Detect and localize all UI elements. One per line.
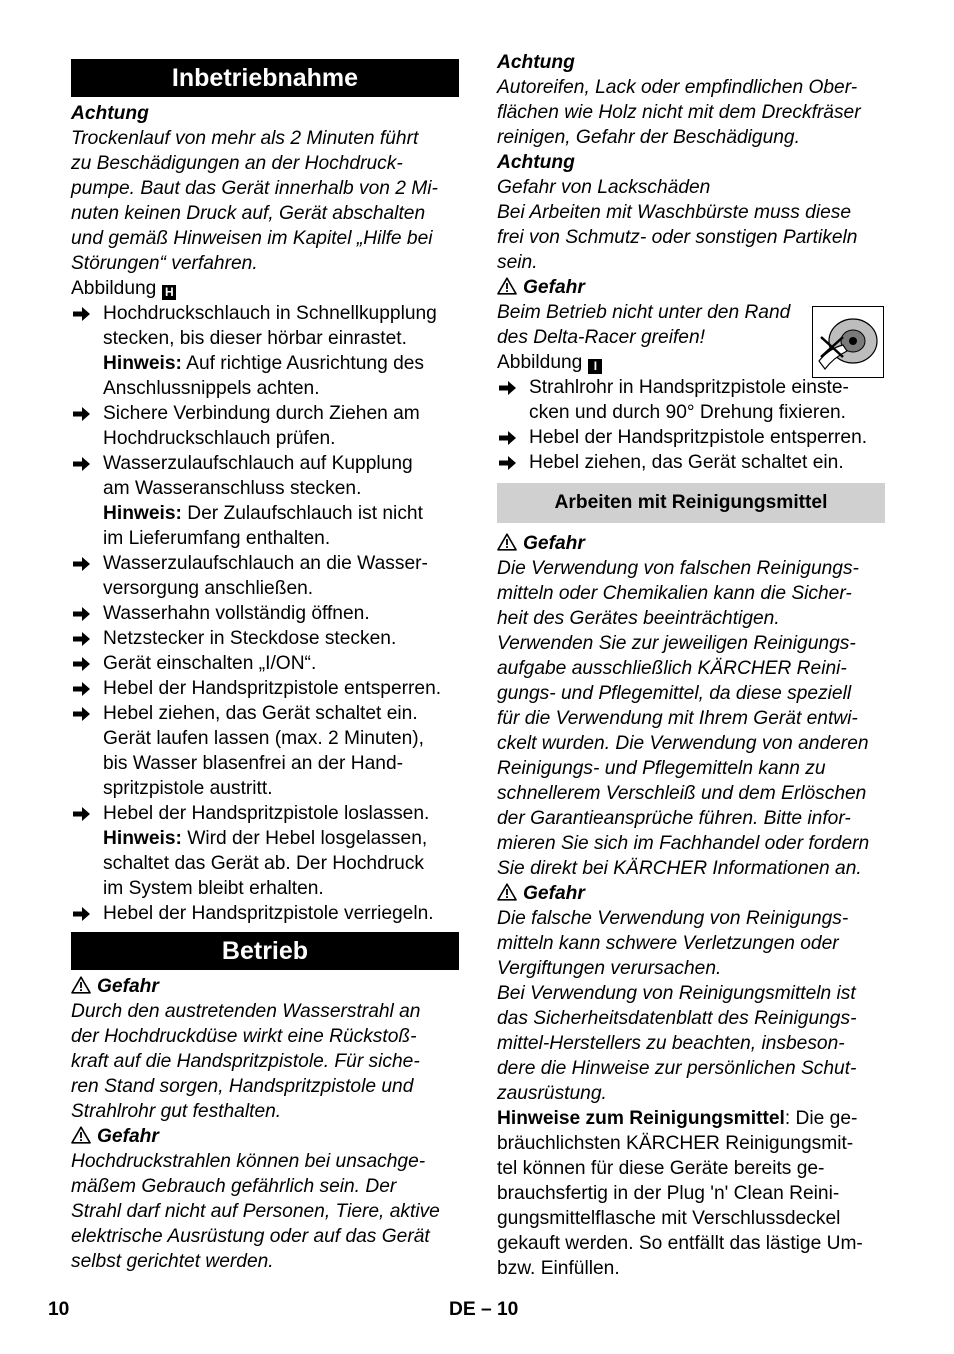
step-item	[71, 651, 459, 676]
step-text: stecken, bis dieser hörbar einrastet.	[103, 328, 407, 349]
arrow-right-icon	[73, 406, 91, 422]
step-text: Gerät laufen lassen (max. 2 Minuten),	[103, 728, 425, 749]
hinweise-text-line: gungsmittelflasche mit Verschlussdeckel	[497, 1208, 841, 1229]
achtung-text-line: Bei Arbeiten mit Waschbürste muss diese	[497, 202, 852, 223]
hinweise-text-line: tel können für diese Geräte bereits ge-	[497, 1158, 825, 1179]
hinweise-text-line: brauchsfertig in der Plug 'n' Clean Reini-	[497, 1183, 840, 1204]
hint-text: Anschlussnippels achten.	[103, 378, 320, 399]
gefahr-text-line: Die Verwendung von falschen Reinigungs-	[497, 558, 859, 579]
arrow-right-icon	[73, 806, 91, 822]
hint-text: im System bleibt erhalten.	[103, 878, 324, 899]
delta-racer-hand-icon	[813, 307, 883, 377]
achtung-text-line: sein.	[497, 252, 538, 273]
gefahr-heading	[71, 1124, 459, 1149]
step-text: spritzpistole austritt.	[103, 778, 273, 799]
gefahr-heading	[71, 974, 459, 999]
gefahr-text-line: Vergiftungen verursachen.	[497, 958, 722, 979]
gefahr-text-line: der Hochdruckdüse wirkt eine Rückstoß-	[71, 1026, 417, 1047]
step-text: Hebel ziehen, das Gerät schaltet ein.	[103, 703, 418, 724]
warning-triangle-icon	[71, 1126, 91, 1144]
arrow-right-icon	[73, 306, 91, 322]
achtung-label: Achtung	[497, 52, 575, 73]
hinweise-text: : Die ge-	[784, 1108, 858, 1129]
gefahr-text-line: ckelt wurden. Die Verwendung von anderen	[497, 733, 869, 754]
gefahr-text-line: gungs- und Pflegemittel, da diese speziell	[497, 683, 852, 704]
step-text: Hochdruckschlauch prüfen.	[103, 428, 336, 449]
step-item	[71, 451, 459, 551]
heading-arbeiten-mit-reinigungsmittel: Arbeiten mit Reinigungsmittel	[497, 483, 885, 523]
warning-triangle-icon	[497, 533, 517, 551]
hinweise-title: Hinweise zum Reinigungsmittel	[497, 1108, 785, 1129]
gefahr-label: Gefahr	[97, 976, 159, 997]
step-item	[71, 701, 459, 801]
gefahr-text-line: mittel-Herstellers zu beachten, insbeson-	[497, 1033, 845, 1054]
step-text: Hebel ziehen, das Gerät schaltet ein.	[529, 452, 844, 473]
step-text: Hebel der Handspritzpistole entsperren.	[529, 427, 868, 448]
step-text: Gerät einschalten „I/ON“.	[103, 653, 317, 674]
abbildung-label: Abbildung	[497, 352, 583, 373]
gefahr-label: Gefahr	[97, 1126, 159, 1147]
gefahr-text-line: für die Verwendung mit Ihrem Gerät entwi-	[497, 708, 858, 729]
gefahr-text-line: aufgabe ausschließlich KÄRCHER Reini-	[497, 658, 847, 679]
gefahr-text-line: des Delta-Racer greifen!	[497, 327, 705, 348]
arrow-right-icon	[73, 556, 91, 572]
arrow-right-icon	[73, 681, 91, 697]
achtung-text-line: pumpe. Baut das Gerät innerhalb von 2 Mi-	[71, 178, 438, 199]
arrow-right-icon	[73, 456, 91, 472]
gefahr-text-line: elektrische Ausrüstung oder auf das Gerät	[71, 1226, 430, 1247]
gefahr-text-line: Beim Betrieb nicht unter den Rand	[497, 302, 791, 323]
achtung-text-line: Gefahr von Lackschäden	[497, 177, 711, 198]
step-item	[71, 626, 459, 651]
step-item	[497, 425, 885, 450]
gefahr-text-line: zausrüstung.	[497, 1083, 607, 1104]
step-item	[71, 601, 459, 626]
step-item	[71, 401, 459, 451]
hint-text: Auf richtige Ausrichtung des	[181, 353, 425, 374]
delta-racer-warning-thumbnail	[812, 306, 884, 378]
arrow-right-icon	[73, 906, 91, 922]
gefahr-text-line: mieren Sie sich im Fachhandel oder fordern	[497, 833, 870, 854]
achtung-label: Achtung	[71, 103, 149, 124]
step-item	[71, 801, 459, 901]
hinweise-text-line: bzw. Einfüllen.	[497, 1258, 620, 1279]
page-number: 10	[48, 1299, 70, 1320]
step-item	[71, 676, 459, 701]
gefahr-text-line: Sie direkt bei KÄRCHER Informationen an.	[497, 858, 862, 879]
gefahr-text-line: mitteln oder Chemikalien kann die Sicher-	[497, 583, 852, 604]
gefahr-text-line: selbst gerichtet werden.	[71, 1251, 274, 1272]
step-item	[497, 450, 885, 475]
gefahr-text-line: Strahl darf nicht auf Personen, Tiere, aktive	[71, 1201, 440, 1222]
achtung-label: Achtung	[497, 152, 575, 173]
achtung-text-line: Störungen“ verfahren.	[71, 253, 258, 274]
step-text: versorgung anschließen.	[103, 578, 314, 599]
achtung-text-line: nuten keinen Druck auf, Gerät abschalten	[71, 203, 426, 224]
page-code: DE – 10	[449, 1299, 519, 1320]
right-column	[497, 50, 885, 1281]
arrow-right-icon	[499, 455, 517, 471]
step-text: Hebel der Handspritzpistole verriegeln.	[103, 903, 434, 924]
arrow-right-icon	[499, 380, 517, 396]
step-item	[71, 301, 459, 401]
hint-text: schaltet das Gerät ab. Der Hochdruck	[103, 853, 425, 874]
achtung-text-line: Trockenlauf von mehr als 2 Minuten führt	[71, 128, 419, 149]
step-item	[71, 551, 459, 601]
gefahr-text-line: heit des Gerätes beeinträchtigen.	[497, 608, 780, 629]
gefahr-label: Gefahr	[523, 883, 585, 904]
step-text: Hebel der Handspritzpistole loslassen.	[103, 803, 430, 824]
achtung-text-line: reinigen, Gefahr der Beschädigung.	[497, 127, 800, 148]
hint-text: im Lieferumfang enthalten.	[103, 528, 331, 549]
arrow-right-icon	[499, 430, 517, 446]
gefahr-text-line: der Garantieansprüche führen. Bitte infor-	[497, 808, 851, 829]
arrow-right-icon	[73, 656, 91, 672]
gefahr-text-line: Reinigungs- und Pflegemitteln kann zu	[497, 758, 826, 779]
gefahr-text-line: dere die Hinweise zur persönlichen Schut-	[497, 1058, 857, 1079]
hinweise-text-line: bräuchlichsten KÄRCHER Reinigungsmit-	[497, 1133, 854, 1154]
gefahr-label: Gefahr	[523, 533, 585, 554]
gefahr-text-line: Die falsche Verwendung von Reinigungs-	[497, 908, 849, 929]
step-text: Wasserhahn vollständig öffnen.	[103, 603, 370, 624]
step-text: Sichere Verbindung durch Ziehen am	[103, 403, 420, 424]
warning-triangle-icon	[497, 277, 517, 295]
abbildung-label: Abbildung	[71, 278, 157, 299]
gefahr-text-line: Bei Verwendung von Reinigungsmitteln ist	[497, 983, 856, 1004]
gefahr-heading	[497, 275, 885, 300]
gefahr-heading	[497, 531, 885, 556]
figure-badge-h: H	[162, 285, 176, 300]
left-column	[71, 50, 459, 1274]
step-text: cken und durch 90° Drehung fixieren.	[529, 402, 846, 423]
achtung-text-line: flächen wie Holz nicht mit dem Dreckfräser	[497, 102, 861, 123]
gefahr-text-line: Strahlrohr gut festhalten.	[71, 1101, 282, 1122]
hint-text: Der Zulaufschlauch ist nicht	[181, 503, 423, 524]
step-text: Netzstecker in Steckdose stecken.	[103, 628, 397, 649]
achtung-text-line: zu Beschädigungen an der Hochdruck-	[71, 153, 403, 174]
gefahr-text-line: ren Stand sorgen, Handspritzpistole und	[71, 1076, 414, 1097]
achtung-text-line: und gemäß Hinweisen im Kapitel „Hilfe bei	[71, 228, 433, 249]
hinweis-label: Hinweis:	[103, 828, 182, 849]
hint-text: Wird der Hebel losgelassen,	[181, 828, 428, 849]
step-item	[497, 375, 885, 425]
warning-triangle-icon	[497, 883, 517, 901]
arrow-right-icon	[73, 631, 91, 647]
arrow-right-icon	[73, 706, 91, 722]
figure-badge-i: I	[588, 359, 602, 374]
step-text: Hebel der Handspritzpistole entsperren.	[103, 678, 442, 699]
step-item	[71, 901, 459, 926]
gefahr-text-line: schnellerem Verschleiß und dem Erlöschen	[497, 783, 867, 804]
hinweis-label: Hinweis:	[103, 353, 182, 374]
gefahr-heading	[497, 881, 885, 906]
step-text: bis Wasser blasenfrei an der Hand-	[103, 753, 404, 774]
gefahr-text-line: mäßem Gebrauch gefährlich sein. Der	[71, 1176, 397, 1197]
step-text: Strahlrohr in Handspritzpistole einste-	[529, 377, 849, 398]
hinweise-reinigungsmittel	[497, 1106, 885, 1131]
gefahr-text-line: mitteln kann schwere Verletzungen oder	[497, 933, 839, 954]
achtung-text-line: Autoreifen, Lack oder empfindlichen Ober-	[497, 77, 858, 98]
hinweise-text-line: gekauft werden. So entfällt das lästige Um-	[497, 1233, 863, 1254]
heading-inbetriebnahme: Inbetriebnahme	[71, 59, 459, 97]
gefahr-text-line: kraft auf die Handspritzpistole. Für siche-	[71, 1051, 420, 1072]
gefahr-text-line: Verwenden Sie zur jeweiligen Reinigungs-	[497, 633, 856, 654]
gefahr-text-line: das Sicherheitsdatenblatt des Reinigungs-	[497, 1008, 857, 1029]
step-text: Hochdruckschlauch in Schnellkupplung	[103, 303, 437, 324]
arrow-right-icon	[73, 606, 91, 622]
gefahr-text-line: Hochdruckstrahlen können bei unsachge-	[71, 1151, 426, 1172]
heading-betrieb: Betrieb	[71, 932, 459, 970]
step-text: am Wasseranschluss stecken.	[103, 478, 362, 499]
warning-triangle-icon	[71, 976, 91, 994]
step-text: Wasserzulaufschlauch an die Wasser-	[103, 553, 428, 574]
abbildung-reference	[71, 276, 459, 301]
hinweis-label: Hinweis:	[103, 503, 182, 524]
gefahr-text-line: Durch den austretenden Wasserstrahl an	[71, 1001, 421, 1022]
achtung-text-line: frei von Schmutz- oder sonstigen Partikeln	[497, 227, 858, 248]
step-text: Wasserzulaufschlauch auf Kupplung	[103, 453, 413, 474]
gefahr-label: Gefahr	[523, 277, 585, 298]
